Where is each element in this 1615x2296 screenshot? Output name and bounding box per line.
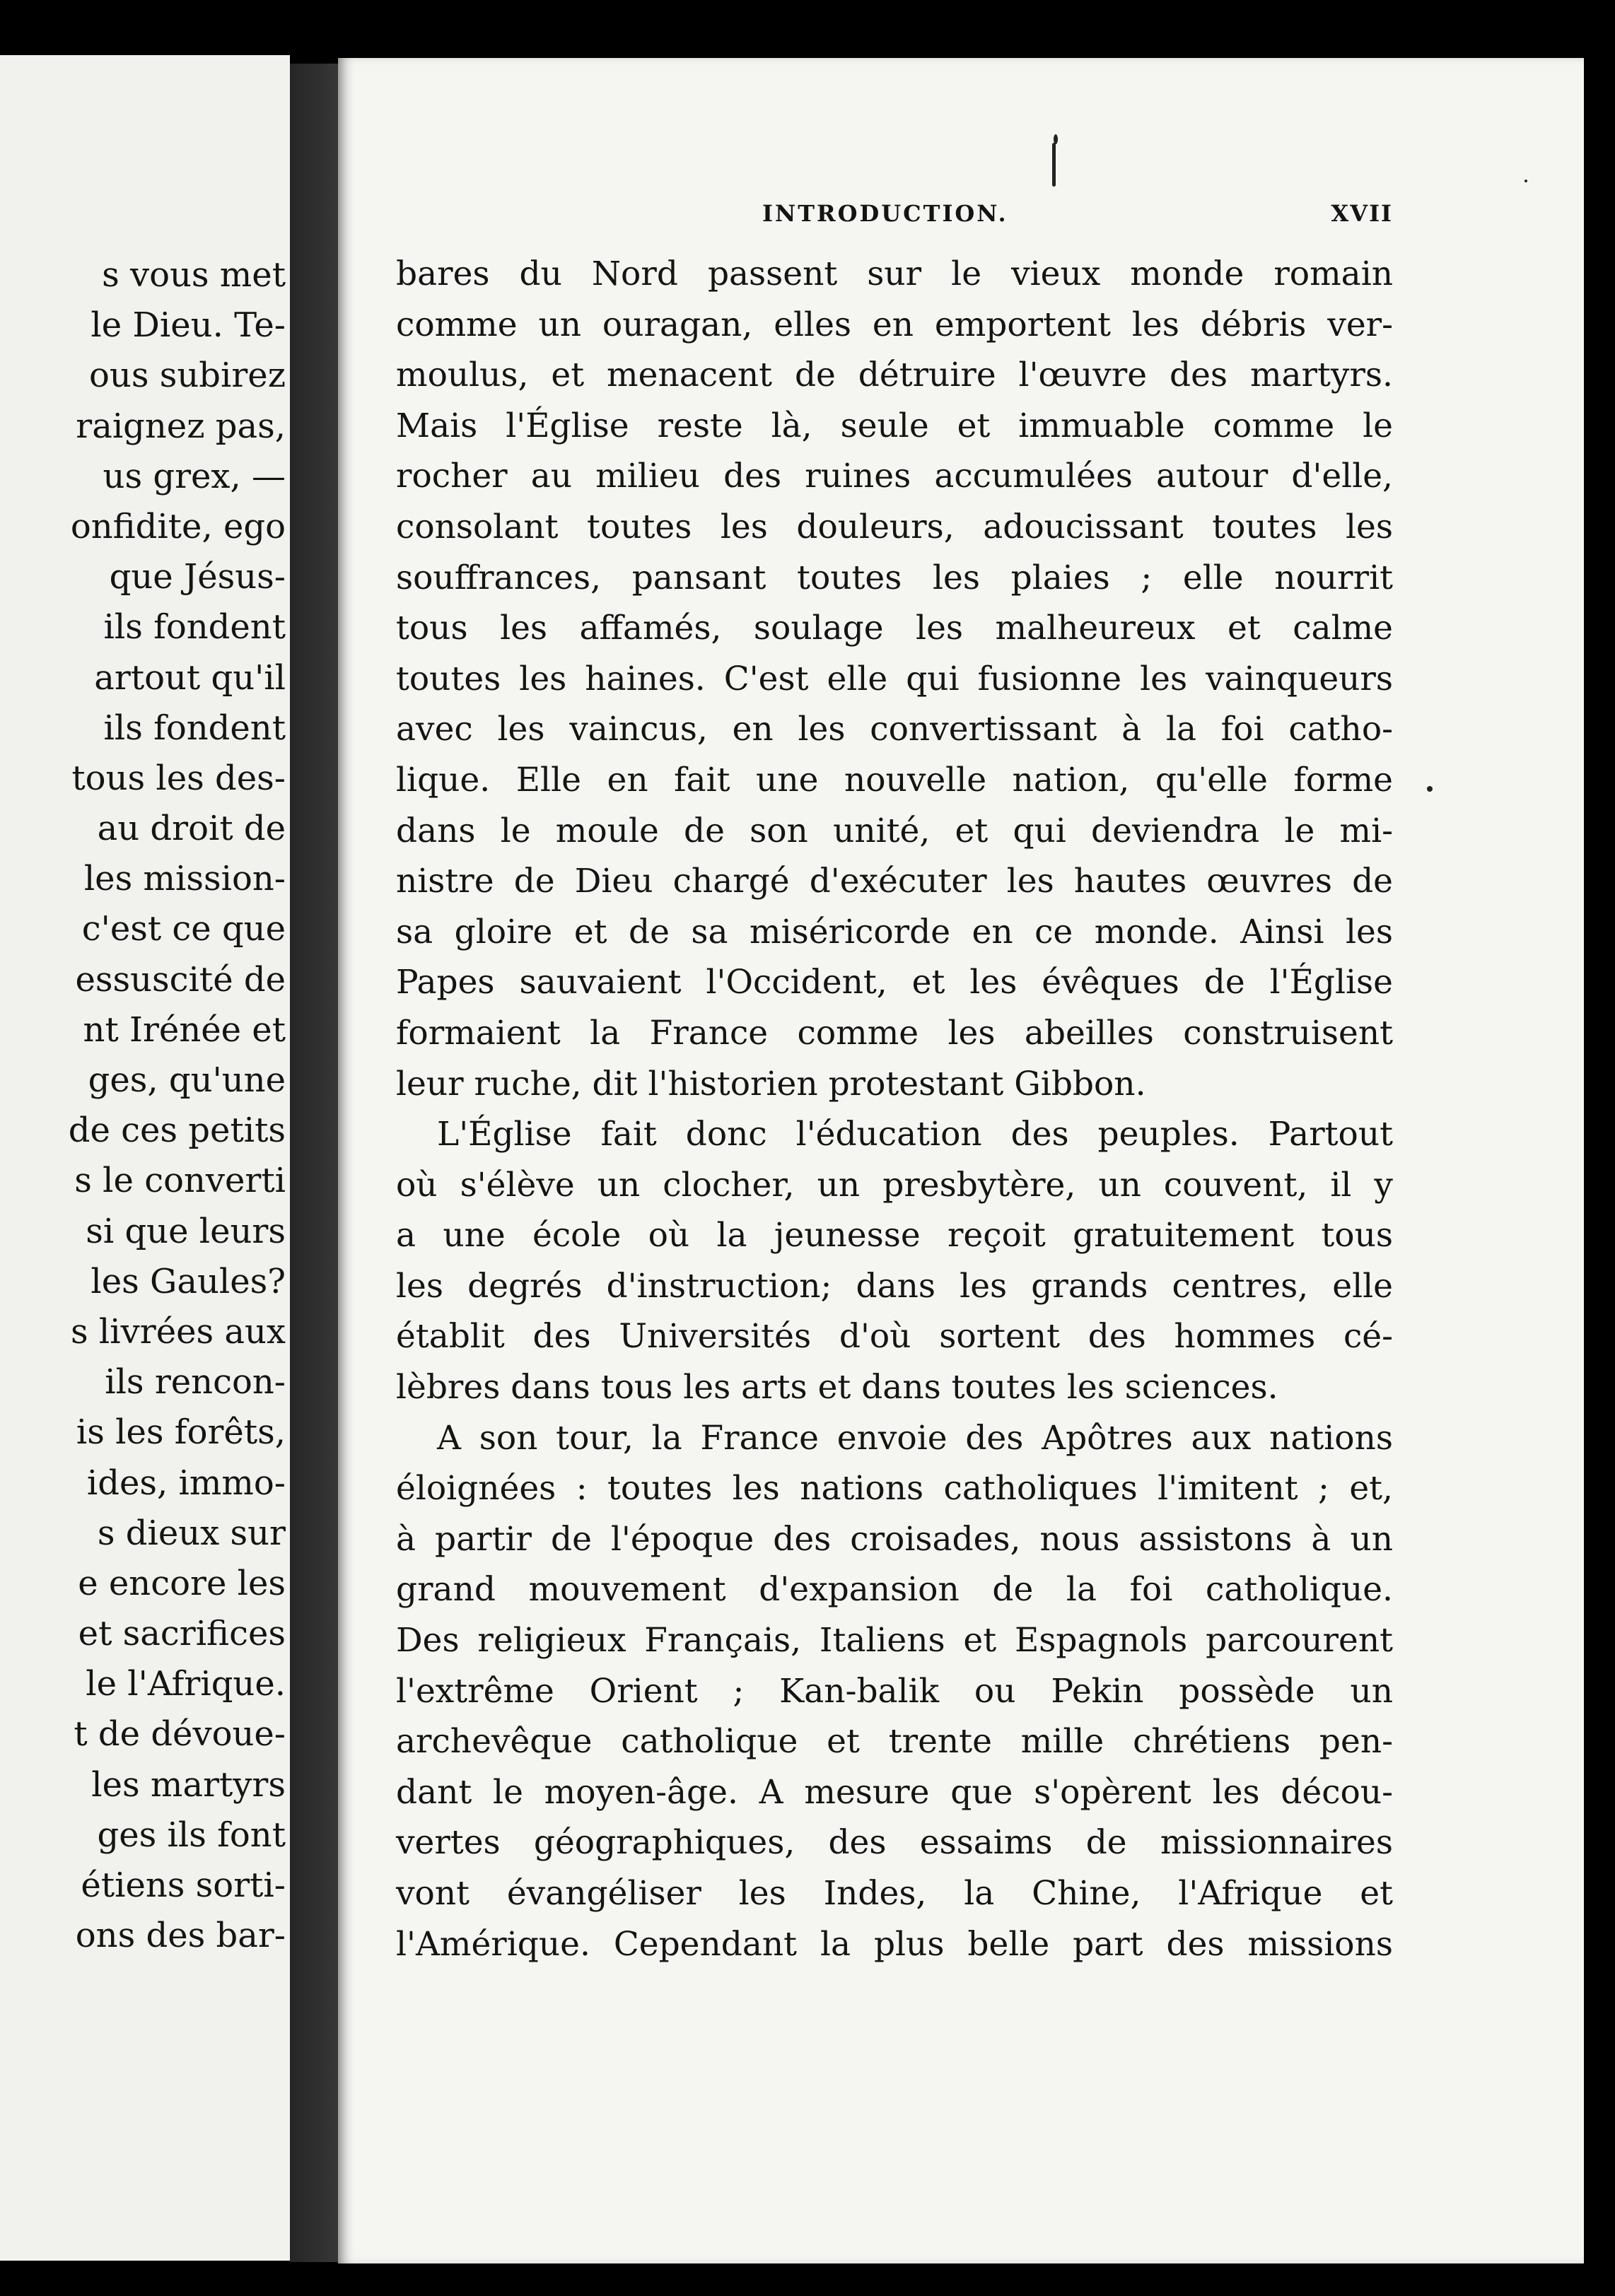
text-line: grand mouvement d'expansion de la foi catholique.: [396, 1570, 1393, 1610]
left-page-line: ges, qu'une: [88, 1060, 286, 1100]
text-line: comme un ouragan, elles en emportent les débris ver-: [396, 305, 1393, 344]
left-page-line: ous subirez: [89, 356, 286, 396]
running-header: [396, 192, 1393, 235]
left-page-line: c'est ce que: [81, 909, 286, 949]
page-number: XVII: [1331, 200, 1393, 227]
left-page-line: s dieux sur: [97, 1513, 286, 1553]
text-line: moulus, et menacent de détruire l'œuvre des martyrs.: [396, 356, 1393, 395]
left-page-line: is les forêts,: [76, 1412, 286, 1453]
text-line: éloignées : toutes les nations catholiques l'imitent ; et,: [396, 1469, 1393, 1509]
left-page-line: étiens sorti-: [81, 1866, 286, 1905]
left-page-line: essuscité de: [75, 959, 286, 1000]
left-page-line: s livrées aux: [71, 1311, 286, 1352]
text-line: lique. Elle en fait une nouvelle nation, qu'elle forme: [396, 760, 1393, 800]
text-line: l'extrême Orient ; Kan-balik ou Pekin possède un: [396, 1671, 1393, 1711]
text-line: dant le moyen-âge. A mesure que s'opèrent les décou-: [396, 1772, 1393, 1812]
left-page-text: [69, 250, 286, 1961]
text-line: établit des Universités d'où sortent des hommes cé-: [396, 1317, 1393, 1357]
text-line: lèbres dans tous les arts et dans toutes les sciences.: [396, 1368, 1278, 1407]
text-line: vont évangéliser les Indes, la Chine, l'Afrique et: [396, 1874, 1393, 1913]
text-line: nistre de Dieu chargé d'exécuter les hautes œuvres de: [396, 862, 1393, 901]
left-page-line: ides, immo-: [86, 1463, 286, 1503]
left-page-line: t de dévoue-: [74, 1714, 286, 1755]
left-page-line: ils fondent: [103, 607, 286, 648]
left-page-line: s vous met: [102, 255, 286, 295]
text-line: A son tour, la France envoie des Apôtres aux nations: [437, 1418, 1393, 1458]
text-line: archevêque catholique et trente mille chrétiens pen-: [396, 1722, 1393, 1762]
ink-speck: [1524, 180, 1527, 182]
left-page-line: artout qu'il: [94, 657, 286, 698]
text-line: Mais l'Église reste là, seule et immuable comme le: [396, 406, 1393, 445]
text-line: Des religieux Français, Italiens et Espagnols parcourent: [396, 1621, 1393, 1660]
body-text: [396, 249, 1393, 1969]
text-line: dans le moule de son unité, et qui deviendra le mi-: [396, 811, 1393, 850]
left-page-line: le Dieu. Te-: [91, 305, 286, 346]
text-line: consolant toutes les douleurs, adoucissant toutes les: [396, 507, 1393, 546]
text-line: les degrés d'instruction; dans les grands centres, elle: [396, 1266, 1393, 1306]
text-line: bares du Nord passent sur le vieux monde romain: [396, 254, 1393, 293]
left-page-line: ges ils font: [97, 1815, 286, 1855]
left-page-line: au droit de: [97, 809, 286, 849]
left-page-line: le l'Afrique.: [86, 1664, 286, 1704]
text-line: Papes sauvaient l'Occident, et les évêques de l'Église: [396, 963, 1393, 1002]
text-line: souffrances, pansant toutes les plaies ; elle nourrit: [396, 558, 1393, 597]
left-page-line: raignez pas,: [76, 406, 286, 446]
left-page-line: les mission-: [83, 859, 286, 899]
left-page-line: tous les des-: [71, 758, 286, 798]
ink-speck: [1427, 786, 1433, 792]
left-page-line: ils fondent: [103, 708, 286, 748]
text-line: sa gloire et de sa miséricorde en ce monde. Ainsi les: [396, 912, 1393, 951]
left-page-line: ils rencon-: [105, 1362, 286, 1402]
left-page-line: les Gaules?: [91, 1261, 286, 1301]
left-page-line: s le converti: [74, 1161, 286, 1201]
left-page-line: et sacrifices: [78, 1614, 286, 1654]
text-line: avec les vaincus, en les convertissant à la foi catho-: [396, 710, 1393, 749]
text-line: toutes les haines. C'est elle qui fusionne les vainqueurs: [396, 659, 1393, 698]
text-line: à partir de l'époque des croisades, nous assistons à un: [396, 1519, 1393, 1559]
left-page: [0, 55, 290, 2261]
running-header-title: INTRODUCTION.: [762, 200, 1008, 227]
left-page-line: les martyrs: [91, 1764, 286, 1805]
text-line: L'Église fait donc l'éducation des peuples. Partout: [437, 1115, 1393, 1154]
text-line: l'Amérique. Cependant la plus belle part des missions: [396, 1924, 1393, 1964]
left-page-line: de ces petits: [68, 1111, 286, 1151]
left-page-line: nt Irénée et: [83, 1009, 286, 1050]
left-page-line: onfidite, ego: [70, 506, 286, 546]
text-line: leur ruche, dit l'historien protestant Gibbon.: [396, 1064, 1146, 1103]
text-line: où s'élève un clocher, un presbytère, un couvent, il y: [396, 1165, 1393, 1205]
left-page-line: us grex, —: [103, 456, 286, 496]
text-line: formaient la France comme les abeilles construisent: [396, 1013, 1393, 1053]
left-page-line: e encore les: [78, 1563, 286, 1603]
left-page-line: que Jésus-: [109, 557, 286, 597]
text-line: vertes géographiques, des essaims de missionnaires: [396, 1823, 1393, 1863]
left-page-line: si que leurs: [86, 1211, 286, 1251]
text-line: rocher au milieu des ruines accumulées autour d'elle,: [396, 457, 1393, 496]
text-line: a une école où la jeunesse reçoit gratuitement tous: [396, 1216, 1393, 1255]
ink-speck: [1052, 143, 1056, 187]
left-page-line: ons des bar-: [75, 1916, 286, 1956]
text-line: tous les affamés, soulage les malheureux et calme: [396, 609, 1393, 648]
